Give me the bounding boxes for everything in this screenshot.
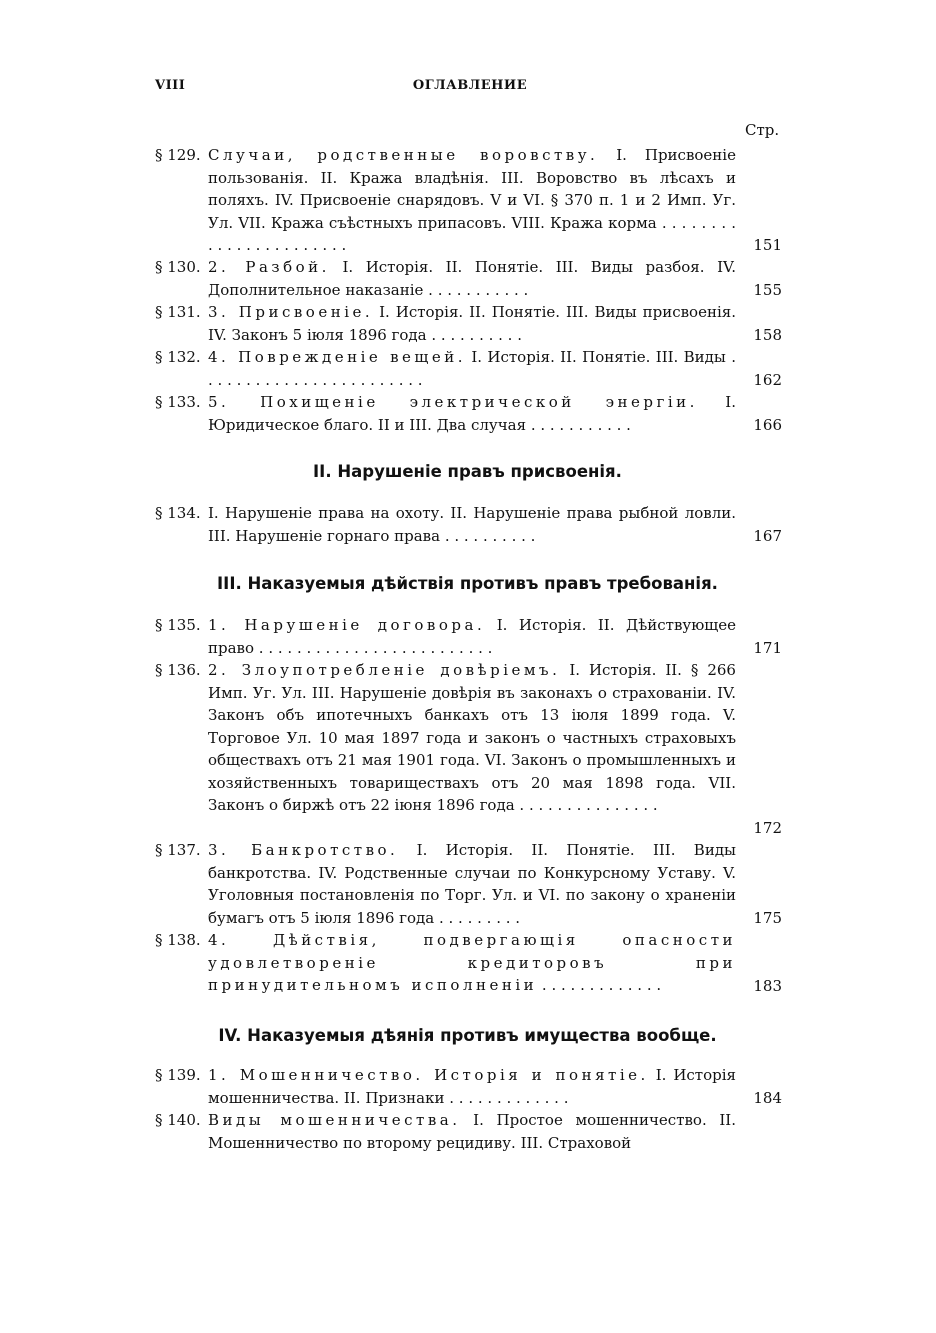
entry-text: 3. Банкротство. I. Исторія. II. Понятіе. III. Виды банкротства. IV. Родственные случаи по Конкурсному Уставу. V. Уголовныя постановленія по Торг. Ул. и VI. по закону о храненіи бумагъ отъ 5 іюля 1896 года . . . . . . . . . [208, 841, 736, 927]
section-number: § 133. [155, 393, 201, 411]
entry-title: 1. Мошенничество. Исторія и понятіе. [208, 1066, 649, 1084]
page-ref: 171 [753, 638, 782, 657]
entry-title: 3. Банкротство. [208, 841, 399, 859]
entry-text: I. Нарушеніе права на охоту. II. Нарушеніе права рыбной ловли. III. Нарушеніе горнаго права . . . . . . . . . . [208, 504, 736, 545]
entry-text: 5. Похищеніе электрической энергіи. I. Юридическое благо. II и III. Два случая . . . . . . . . . . . [208, 393, 736, 434]
toc-entry-139 [0, 1064, 936, 1109]
toc-entry-136 [0, 659, 936, 839]
section-heading: III. Наказуемыя дѣйствія противъ правъ требованія. [217, 574, 718, 593]
page-number: VIII [155, 78, 186, 93]
page-ref: 183 [753, 976, 782, 995]
section-heading: IV. Наказуемыя дѣянія противъ имущества вообще. [218, 1026, 717, 1045]
entry-body: I. Исторія. II. Понятіе. III. Виды банкротства. IV. Родственные случаи по Конкурсному Уставу. V. Уголовныя постановленія по Торг. Ул. и VI. по закону о храненіи бумагъ отъ 5 іюля 1896 года [208, 841, 736, 927]
entry-title: 2. Разбой. [208, 258, 330, 276]
entry-body: I. Юридическое благо. II и III. Два случая [208, 393, 736, 434]
page-ref: 155 [753, 280, 782, 299]
section-number: § 134. [155, 504, 201, 522]
toc-entry-129 [0, 144, 936, 256]
entry-text: 4. Дѣйствія, подвергающія опасности удовлетвореніе кредиторовъ при принудительномъ исполненіи . . . . . . . . . . . . . [208, 931, 736, 994]
section-number: § 130. [155, 258, 201, 276]
toc-entry-131 [0, 301, 936, 346]
section-heading: II. Нарушеніе правъ присвоенія. [313, 462, 622, 481]
entry-text: 1. Мошенничество. Исторія и понятіе. I. Исторія мошенничества. II. Признаки . . . . . . . . . . . . . [208, 1066, 736, 1107]
entry-title: 2. Злоупотребленіе довѣріемъ. [208, 661, 561, 679]
page-ref: 151 [753, 235, 782, 254]
toc-entry-132 [0, 346, 936, 391]
page-ref: 184 [753, 1088, 782, 1107]
section-number: § 135. [155, 616, 201, 634]
entry-text: 1. Нарушеніе договора. I. Исторія. II. Дѣйствующее право . . . . . . . . . . . . . . . . . . . . . . . . . [208, 616, 736, 657]
page-ref: 167 [753, 526, 782, 545]
entry-text [208, 1109, 736, 1154]
entry-text: 3. Присвоеніе. I. Исторія. II. Понятіе. III. Виды присвоенія. IV. Законъ 5 іюля 1896 года . . . . . . . . . . [208, 303, 736, 344]
page-column-label: Стр. [745, 121, 780, 139]
toc-entry-134 [0, 502, 936, 547]
page-ref: 162 [753, 370, 782, 389]
toc-entry-137 [0, 839, 936, 929]
toc-entry-135 [0, 614, 936, 659]
entry-text: 2. Злоупотребленіе довѣріемъ. I. Исторія. II. § 266 Имп. Уг. Ул. III. Нарушеніе довѣрія въ законахъ о страхованіи. IV. Законъ объ ипотечныхъ банкахъ отъ 13 іюля 1899 года. V. Торговое Ул. 10 мая 1897 года и законъ о частныхъ страховыхъ обществахъ отъ 21 мая 1901 года. VI. Законъ о промышленныхъ и хозяйственныхъ товариществахъ отъ 20 мая 1898 года. VII. Законъ о биржѣ отъ 22 іюня 1896 года . . . . . . . . . . . . . . . [208, 661, 736, 814]
entry-title: 3. Присвоеніе. [208, 303, 374, 321]
page-ref: 166 [753, 415, 782, 434]
toc-entry-130 [0, 256, 936, 301]
entry-body: I. Присвоеніе пользованія. II. Кража владѣнія. III. Воровство въ лѣсахъ и поляхъ. IV. Присвоеніе снарядовъ. V и VI. § 370 п. 1 и 2 Имп. Уг. Ул. VII. Кража съѣстныхъ припасовъ. VIII. Кража корма [208, 146, 736, 232]
entry-body: I. Исторія. II. Понятіе. III. Виды разбоя. IV. Дополнительное наказаніе [208, 258, 736, 299]
page-title: ОГЛАВЛЕНИЕ [412, 78, 528, 93]
entry-body: I. Исторія. II. Дѣйствующее право [208, 616, 736, 657]
section-number: § 131. [155, 303, 201, 321]
entry-title: 4. Поврежденіе вещей. [208, 348, 467, 366]
entry-body: I. Исторія. II. § 266 Имп. Уг. Ул. III. Нарушеніе довѣрія въ законахъ о страхованіи. IV. Законъ объ ипотечныхъ банкахъ отъ 13 іюля 1899 года. V. Торговое Ул. 10 мая 1897 года и законъ о частныхъ страховыхъ обществахъ отъ 21 мая 1901 года. VI. Законъ о промышленныхъ и хозяйственныхъ товариществахъ отъ 20 мая 1898 года. VII. Законъ о биржѣ отъ 22 іюня 1896 года [208, 661, 736, 814]
section-number: § 129. [155, 146, 201, 164]
entry-text: 4. Поврежденіе вещей. I. Исторія. II. Понятіе. III. Виды . . . . . . . . . . . . . . . . . . . . . . . . [208, 348, 736, 389]
entry-title: 1. Нарушеніе договора. [208, 616, 486, 634]
entry-title: Случаи, родственные воровству. [208, 146, 599, 164]
section-number: § 137. [155, 841, 201, 859]
section-number: § 140. [155, 1111, 201, 1129]
entry-title: 5. Похищеніе электрической энергіи. [208, 393, 698, 411]
entry-title: 4. Дѣйствія, подвергающія опасности удовлетвореніе кредиторовъ при принудительномъ исполненіи [208, 931, 736, 994]
page-ref: 158 [753, 325, 782, 344]
entry-body: I. Исторія. II. Понятіе. III. Виды [471, 348, 726, 366]
section-number: § 136. [155, 661, 201, 679]
section-number: § 139. [155, 1066, 201, 1084]
page-ref: 172 [753, 818, 782, 837]
section-number: § 132. [155, 348, 201, 366]
entry-title: Виды мошенничества. [208, 1111, 461, 1129]
entry-text: Случаи, родственные воровству. I. Присвоеніе пользованія. II. Кража владѣнія. III. Воровство въ лѣсахъ и поляхъ. IV. Присвоеніе снарядовъ. V и VI. § 370 п. 1 и 2 Имп. Уг. Ул. VII. Кража съѣстныхъ припасовъ. VIII. Кража корма . . . . . . . . . . . . . . . . . . . . . . . [208, 146, 736, 254]
entry-text: 2. Разбой. I. Исторія. II. Понятіе. III. Виды разбоя. IV. Дополнительное наказаніе . . . . . . . . . . . [208, 258, 736, 299]
entry-body: I. Простое мошенничество. II. Мошенничество по второму рецидиву. III. Страховой [208, 1111, 737, 1152]
toc-entry-133 [0, 391, 936, 436]
section-number: § 138. [155, 931, 201, 949]
entry-body: I. Исторія. II. Понятіе. III. Виды присвоенія. IV. Законъ 5 іюля 1896 года [208, 303, 736, 344]
toc-entry-140 [0, 1109, 936, 1154]
entry-body: I. Нарушеніе права на охоту. II. Нарушеніе права рыбной ловли. III. Нарушеніе горнаго права [208, 504, 736, 545]
page-ref: 175 [753, 908, 782, 927]
toc-entry-138 [0, 929, 936, 997]
entry-body: I. Исторія мошенничества. II. Признаки [208, 1066, 736, 1107]
